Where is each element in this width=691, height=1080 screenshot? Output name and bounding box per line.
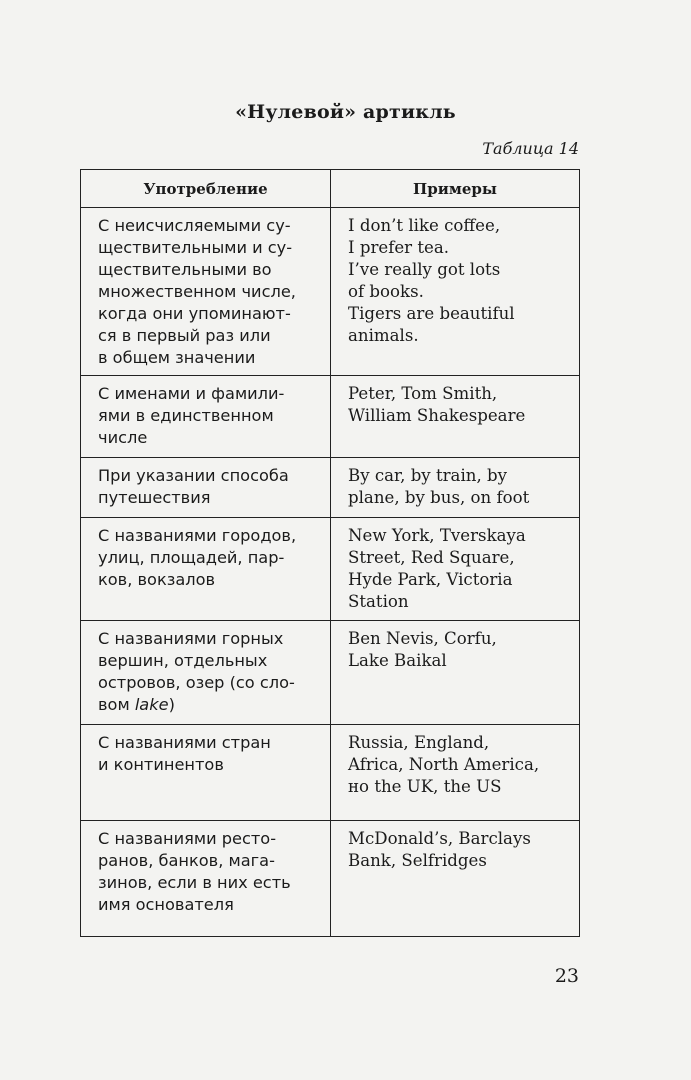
page-number: 23 (554, 965, 579, 987)
table-header-row (81, 170, 580, 208)
table-row (81, 458, 580, 518)
header-usage: Употребление (81, 170, 331, 208)
table-row (81, 208, 580, 376)
page-title: «Нулевой» артикль (235, 101, 456, 123)
usage-cell: С названиями ресто- ранов, банков, мага- зинов, если в них есть имя основателя (98, 829, 291, 914)
table-row (81, 621, 580, 725)
articles-table (80, 169, 580, 937)
table-row (81, 725, 580, 821)
usage-cell: С названиями городов, улиц, площадей, пар- ков, вокзалов (98, 526, 297, 589)
table-row (81, 376, 580, 458)
header-examples: Примеры (331, 170, 580, 208)
table-row (81, 821, 580, 937)
usage-cell: При указании способа путешествия (98, 466, 289, 507)
usage-cell: С названиями стран и континентов (98, 733, 271, 774)
usage-cell: С именами и фамили- ями в единственном числе (98, 384, 285, 447)
usage-text-end: ) (168, 695, 175, 714)
examples-cell: Russia, England, Africa, North America, но the UK, the US (348, 733, 540, 796)
usage-cell: С неисчисляемыми су- ществительными и су- ществительными во множественном числе, когда они упоминают- ся в первый раз или в общем значении (98, 216, 296, 367)
usage-text: С названиями горных вершин, отдельных островов, озер (со сло- вом (98, 629, 295, 714)
usage-cell (81, 621, 330, 716)
usage-italic-word: lake (134, 695, 169, 714)
examples-cell: New York, Tverskaya Street, Red Square, Hyde Park, Victoria Station (348, 526, 526, 611)
examples-cell: I don’t like coffee, I prefer tea. I’ve really got lots of books. Tigers are beautiful animals. (348, 216, 515, 345)
examples-cell: Ben Nevis, Corfu, Lake Baikal (348, 629, 497, 670)
table-label: Таблица 14 (482, 139, 579, 158)
examples-cell: Peter, Tom Smith, William Shakespeare (348, 384, 526, 425)
table-row (81, 518, 580, 621)
examples-cell: McDonald’s, Barclays Bank, Selfridges (348, 829, 531, 870)
examples-cell: By car, by train, by plane, by bus, on foot (348, 466, 530, 507)
